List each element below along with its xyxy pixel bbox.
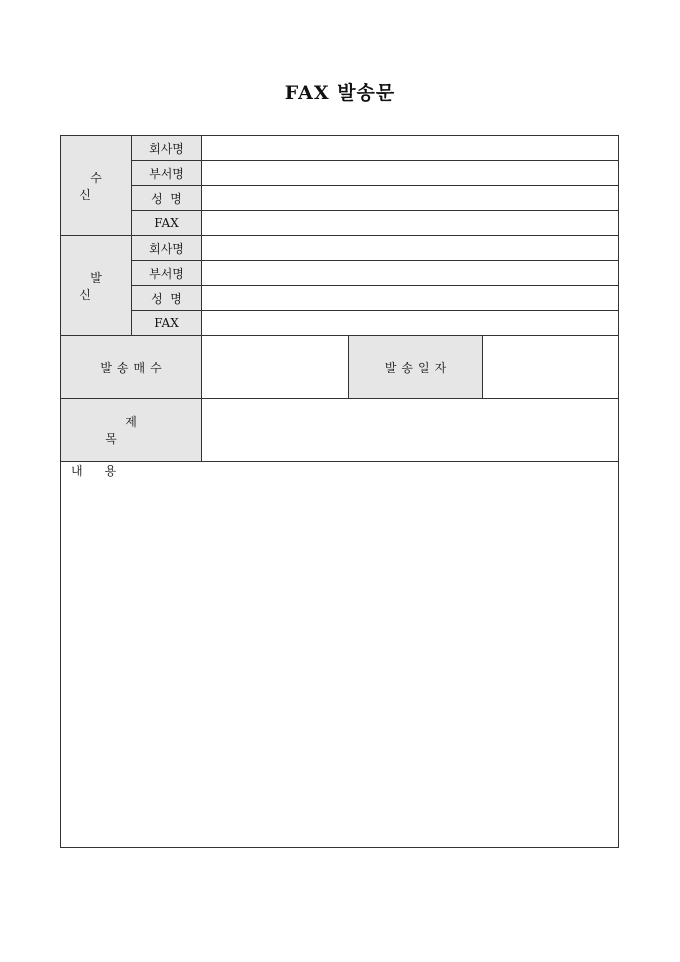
recipient-fax-field[interactable]	[202, 211, 619, 236]
send-date-label: 발송일자	[349, 336, 483, 399]
recipient-company-label: 회사명	[132, 136, 202, 161]
recipient-row	[61, 186, 619, 211]
recipient-row	[61, 136, 619, 161]
sender-row	[61, 311, 619, 336]
recipient-name-label: 성 명	[132, 186, 202, 211]
recipient-row	[61, 211, 619, 236]
recipient-fax-label: FAX	[132, 211, 202, 236]
content-label: 내용	[71, 464, 139, 478]
recipient-row	[61, 161, 619, 186]
sender-department-field[interactable]	[202, 261, 619, 286]
sender-fax-label: FAX	[132, 311, 202, 336]
sender-row	[61, 236, 619, 261]
fax-form-table	[60, 135, 619, 848]
sender-fax-field[interactable]	[202, 311, 619, 336]
sender-department-label: 부서명	[132, 261, 202, 286]
pages-count-label: 발송매수	[61, 336, 202, 399]
subject-row	[61, 399, 619, 462]
send-date-field[interactable]	[483, 336, 619, 399]
recipient-department-label: 부서명	[132, 161, 202, 186]
recipient-company-field[interactable]	[202, 136, 619, 161]
recipient-name-field[interactable]	[202, 186, 619, 211]
document-title: FAX 발송문	[284, 82, 396, 104]
subject-field[interactable]	[202, 399, 619, 462]
sender-group-label: 발 신	[61, 236, 132, 336]
sender-company-label: 회사명	[132, 236, 202, 261]
recipient-department-field[interactable]	[202, 161, 619, 186]
sender-row	[61, 261, 619, 286]
sender-company-field[interactable]	[202, 236, 619, 261]
subject-label: 제목	[61, 399, 202, 462]
sender-name-field[interactable]	[202, 286, 619, 311]
recipient-group-label: 수 신	[61, 136, 132, 236]
content-area[interactable]	[61, 462, 619, 848]
sender-row	[61, 286, 619, 311]
sender-name-label: 성 명	[132, 286, 202, 311]
content-row	[61, 462, 619, 848]
pages-date-row	[61, 336, 619, 399]
pages-count-field[interactable]	[202, 336, 349, 399]
